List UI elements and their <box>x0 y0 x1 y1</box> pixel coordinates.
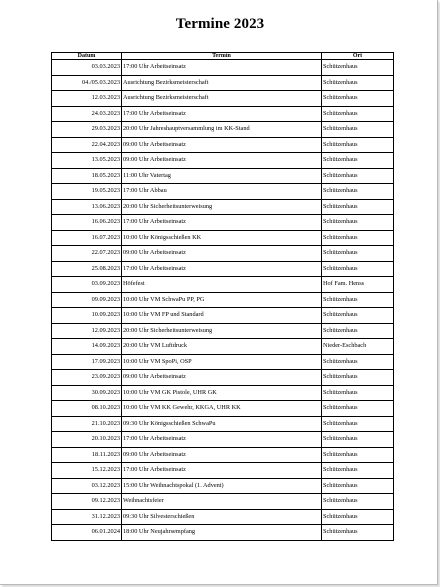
date-cell: 23.09.2023 <box>52 370 122 386</box>
termin-cell: Höfefest <box>122 277 322 293</box>
date-cell: 13.05.2023 <box>52 153 122 169</box>
termin-cell: 10:00 Uhr VM FP und Standard <box>122 308 322 324</box>
table-row <box>52 75 394 91</box>
termin-cell: 11:00 Uhr Vatertag <box>122 168 322 184</box>
ort-cell: Schützenhaus <box>322 199 394 215</box>
table-row <box>52 199 394 215</box>
ort-cell: Schützenhaus <box>322 370 394 386</box>
termin-cell: 10:00 Uhr VM SpoPi, OSP <box>122 354 322 370</box>
date-cell: 16.06.2023 <box>52 215 122 231</box>
date-cell: 21.10.2023 <box>52 416 122 432</box>
table-header-row <box>52 53 394 60</box>
date-cell: 25.08.2023 <box>52 261 122 277</box>
ort-cell: Schützenhaus <box>322 432 394 448</box>
ort-cell: Schützenhaus <box>322 215 394 231</box>
date-cell: 18.11.2023 <box>52 447 122 463</box>
termin-cell: 09:00 Uhr Arbeitseinsatz <box>122 246 322 262</box>
table-row <box>52 339 394 355</box>
column-header-termin: Termin <box>122 53 322 60</box>
table-row <box>52 432 394 448</box>
date-cell: 14.09.2023 <box>52 339 122 355</box>
ort-cell: Schützenhaus <box>322 308 394 324</box>
ort-cell: Schützenhaus <box>322 153 394 169</box>
termin-cell: 17:00 Uhr Arbeitseinsatz <box>122 215 322 231</box>
table-row <box>52 122 394 138</box>
date-cell: 09.09.2023 <box>52 292 122 308</box>
ort-cell: Schützenhaus <box>322 122 394 138</box>
schedule-table <box>51 52 394 541</box>
date-cell: 29.03.2023 <box>52 122 122 138</box>
termin-cell: 15:00 Uhr Weihnachtspokal (1. Advent) <box>122 478 322 494</box>
ort-cell: Schützenhaus <box>322 168 394 184</box>
date-cell: 03.12.2023 <box>52 478 122 494</box>
date-cell: 15.12.2023 <box>52 463 122 479</box>
termin-cell: 10:00 Uhr VM GK Pistole, UHR GK <box>122 385 322 401</box>
termin-cell: 20:00 Uhr Sicherheitsunterweisung <box>122 199 322 215</box>
termin-cell: 10:00 Uhr Königsschießen KK <box>122 230 322 246</box>
ort-cell: Schützenhaus <box>322 292 394 308</box>
date-cell: 22.04.2023 <box>52 137 122 153</box>
ort-cell: Schützenhaus <box>322 478 394 494</box>
termin-cell: 10:00 Uhr VM SchwaPu PP, PG <box>122 292 322 308</box>
table-row <box>52 385 394 401</box>
ort-cell: Schützenhaus <box>322 385 394 401</box>
date-cell: 13.06.2023 <box>52 199 122 215</box>
termin-cell: 09:00 Uhr Arbeitseinsatz <box>122 447 322 463</box>
termin-cell: Ausrichtung Bezirksmeisterschaft <box>122 75 322 91</box>
ort-cell: Schützenhaus <box>322 401 394 417</box>
date-cell: 22.07.2023 <box>52 246 122 262</box>
termin-cell: 09:00 Uhr Arbeitseinsatz <box>122 137 322 153</box>
table-row <box>52 153 394 169</box>
table-row <box>52 354 394 370</box>
date-cell: 06.01.2024 <box>52 525 122 541</box>
ort-cell: Schützenhaus <box>322 106 394 122</box>
table-row <box>52 323 394 339</box>
table-row <box>52 308 394 324</box>
column-header-datum: Datum <box>52 53 122 60</box>
date-cell: 19.05.2023 <box>52 184 122 200</box>
ort-cell: Schützenhaus <box>322 137 394 153</box>
table-row <box>52 370 394 386</box>
ort-cell: Schützenhaus <box>322 184 394 200</box>
table-row <box>52 184 394 200</box>
table-body <box>52 60 394 541</box>
table-row <box>52 447 394 463</box>
ort-cell: Schützenhaus <box>322 323 394 339</box>
table-row <box>52 60 394 76</box>
ort-cell: Schützenhaus <box>322 416 394 432</box>
date-cell: 12.09.2023 <box>52 323 122 339</box>
date-cell: 03.09.2023 <box>52 277 122 293</box>
date-cell: 03.03.2023 <box>52 60 122 76</box>
termin-cell: 09:30 Uhr Königsschießen SchwaPu <box>122 416 322 432</box>
ort-cell: Schützenhaus <box>322 447 394 463</box>
date-cell: 04./05.03.2023 <box>52 75 122 91</box>
ort-cell: Hof Fam. Henss <box>322 277 394 293</box>
column-header-ort: Ort <box>322 53 394 60</box>
date-cell: 18.05.2023 <box>52 168 122 184</box>
termin-cell: 18:00 Uhr Neujahrsempfang <box>122 525 322 541</box>
table-row <box>52 277 394 293</box>
ort-cell: Schützenhaus <box>322 75 394 91</box>
table-row <box>52 401 394 417</box>
table-row <box>52 106 394 122</box>
termin-cell: 10:00 Uhr VM KK Gewehr, KKGA, UHR KK <box>122 401 322 417</box>
table-row <box>52 416 394 432</box>
table-row <box>52 137 394 153</box>
table-row <box>52 215 394 231</box>
table-row <box>52 494 394 510</box>
date-cell: 12.03.2023 <box>52 91 122 107</box>
termin-cell: 09:00 Uhr Arbeitseinsatz <box>122 153 322 169</box>
termin-cell: 20:00 Uhr Sicherheitsunterweisung <box>122 323 322 339</box>
date-cell: 24.03.2023 <box>52 106 122 122</box>
termin-cell: 20:00 Uhr VM Luftdruck <box>122 339 322 355</box>
ort-cell: Schützenhaus <box>322 60 394 76</box>
termin-cell: 17:00 Uhr Arbeitseinsatz <box>122 261 322 277</box>
table-row <box>52 168 394 184</box>
termin-cell: Weihnachtsfeier <box>122 494 322 510</box>
table-row <box>52 463 394 479</box>
ort-cell: Schützenhaus <box>322 246 394 262</box>
termin-cell: 17:00 Uhr Arbeitseinsatz <box>122 463 322 479</box>
ort-cell: Nieder-Eschbach <box>322 339 394 355</box>
table-row <box>52 246 394 262</box>
date-cell: 17.09.2023 <box>52 354 122 370</box>
ort-cell: Schützenhaus <box>322 261 394 277</box>
ort-cell: Schützenhaus <box>322 354 394 370</box>
date-cell: 16.07.2023 <box>52 230 122 246</box>
termin-cell: 17:00 Uhr Abbau <box>122 184 322 200</box>
date-cell: 10.09.2023 <box>52 308 122 324</box>
date-cell: 09.12.2023 <box>52 494 122 510</box>
table-row <box>52 292 394 308</box>
table-row <box>52 91 394 107</box>
page-title: Termine 2023 <box>175 16 265 32</box>
date-cell: 08.10.2023 <box>52 401 122 417</box>
termin-cell: 09:30 Uhr Silvesterschießen <box>122 509 322 525</box>
table-row <box>52 230 394 246</box>
table-row <box>52 525 394 541</box>
termin-cell: 09:00 Uhr Arbeitseinsatz <box>122 370 322 386</box>
termin-cell: 17:00 Uhr Arbeitseinsatz <box>122 60 322 76</box>
table-row <box>52 478 394 494</box>
ort-cell: Schützenhaus <box>322 509 394 525</box>
table-row <box>52 509 394 525</box>
ort-cell: Schützenhaus <box>322 494 394 510</box>
ort-cell: Schützenhaus <box>322 463 394 479</box>
ort-cell: Schützenhaus <box>322 230 394 246</box>
termin-cell: 17:00 Uhr Arbeitseinsatz <box>122 106 322 122</box>
ort-cell: Schützenhaus <box>322 91 394 107</box>
ort-cell: Schützenhaus <box>322 525 394 541</box>
table-row <box>52 261 394 277</box>
date-cell: 31.12.2023 <box>52 509 122 525</box>
date-cell: 20.10.2023 <box>52 432 122 448</box>
date-cell: 30.09.2023 <box>52 385 122 401</box>
termin-cell: 17:00 Uhr Arbeitseinsatz <box>122 432 322 448</box>
termin-cell: 20:00 Uhr Jahreshauptversammlung im KK-Stand <box>122 122 322 138</box>
termin-cell: Ausrichtung Bezirksmeisterschaft <box>122 91 322 107</box>
